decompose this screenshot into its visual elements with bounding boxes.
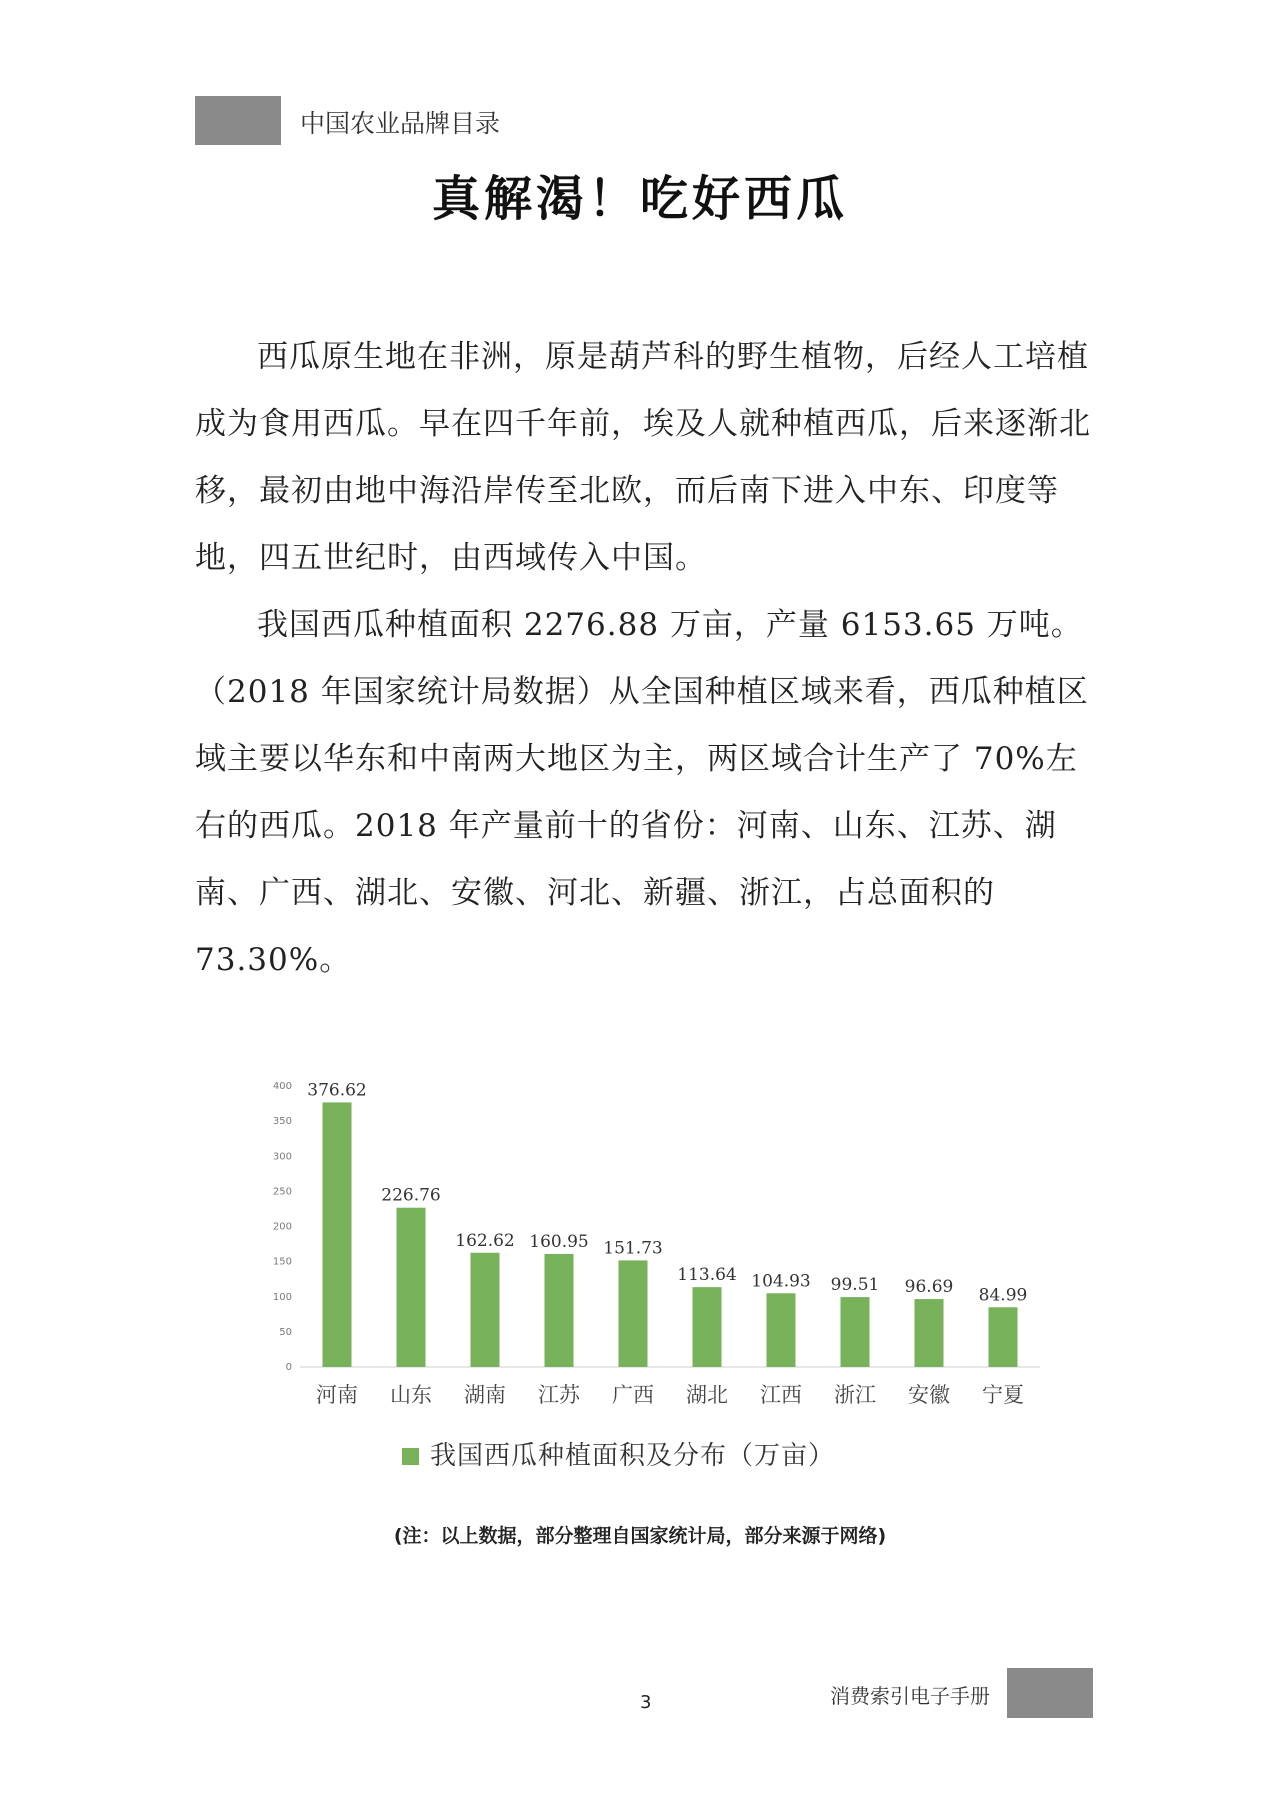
bar-data-label: 96.69 xyxy=(904,1277,954,1298)
bar-data-label: 113.64 xyxy=(677,1265,737,1286)
y-tick-label: 150 xyxy=(272,1256,292,1268)
bar xyxy=(841,1297,870,1367)
bar xyxy=(323,1102,352,1367)
bar xyxy=(693,1287,722,1367)
y-tick-label: 400 xyxy=(272,1081,292,1092)
y-tick-label: 300 xyxy=(272,1151,292,1163)
page-number: 3 xyxy=(640,1692,652,1713)
footer-gray-block xyxy=(1007,1668,1093,1718)
y-tick-label: 50 xyxy=(279,1326,292,1338)
category-label: 山东 xyxy=(390,1383,432,1407)
bar-data-label: 226.76 xyxy=(381,1185,441,1206)
paragraph-1: 西瓜原生地在非洲，原是葫芦科的野生植物，后经人工培植成为食用西瓜。早在四千年前，埃及人就种植西瓜，后来逐渐北移，最初由地中海沿岸传至北欧，而后南下进入中东、印度等地，四五世纪时，由西域传入中国。 xyxy=(195,339,1091,576)
bar-data-label: 160.95 xyxy=(529,1231,589,1252)
bar-data-label: 84.99 xyxy=(978,1285,1028,1306)
bar-data-label: 99.51 xyxy=(830,1275,880,1296)
header-gray-block xyxy=(195,96,281,145)
category-label: 湖北 xyxy=(686,1383,728,1407)
y-tick-label: 250 xyxy=(272,1186,292,1198)
bar xyxy=(545,1254,574,1367)
article-body xyxy=(195,324,1095,994)
bar xyxy=(767,1293,796,1367)
y-tick-label: 200 xyxy=(272,1221,292,1233)
category-label: 湖南 xyxy=(464,1383,506,1407)
category-label: 广西 xyxy=(612,1383,654,1407)
page-title: 真解渴！吃好西瓜 xyxy=(431,171,848,227)
category-label: 浙江 xyxy=(834,1383,876,1407)
bar xyxy=(915,1299,944,1367)
paragraph-2: 我国西瓜种植面积 2276.88 万亩，产量 6153.65 万吨。（2018 年国家统计局数据）从全国种植区域来看，西瓜种植区域主要以华东和中南两大地区为主，两区域合计生产了 70%左右的西瓜。2018 年产量前十的省份：河南、山东、江苏、湖南、广西、湖北、安徽、河北、新疆、浙江，占总面积的 73.30%。 xyxy=(195,607,1089,978)
bar xyxy=(619,1260,648,1367)
legend-label: 我国西瓜种植面积及分布（万亩） xyxy=(430,1441,836,1471)
bar-data-label: 151.73 xyxy=(603,1238,663,1259)
bar xyxy=(989,1307,1018,1367)
y-tick-label: 350 xyxy=(272,1116,292,1128)
bar xyxy=(471,1253,500,1367)
footer-title: 消费索引电子手册 xyxy=(830,1684,990,1708)
bar-data-label: 162.62 xyxy=(455,1230,515,1251)
category-label: 安徽 xyxy=(908,1383,950,1407)
bar-data-label: 376.62 xyxy=(307,1080,367,1101)
category-label: 江西 xyxy=(760,1383,802,1407)
category-label: 江苏 xyxy=(538,1383,580,1407)
category-label: 河南 xyxy=(316,1383,358,1407)
header-title: 中国农业品牌目录 xyxy=(300,109,501,138)
bar xyxy=(397,1208,426,1367)
data-source-note: (注：以上数据，部分整理自国家统计局，部分来源于网络) xyxy=(393,1525,887,1547)
category-label: 宁夏 xyxy=(982,1383,1024,1407)
bar-data-label: 104.93 xyxy=(751,1271,811,1292)
y-tick-label: 0 xyxy=(285,1362,292,1373)
bar-chart xyxy=(250,1070,1070,1490)
y-tick-label: 100 xyxy=(272,1291,292,1303)
bar-chart-svg xyxy=(250,1070,1070,1490)
legend-swatch xyxy=(402,1448,419,1465)
